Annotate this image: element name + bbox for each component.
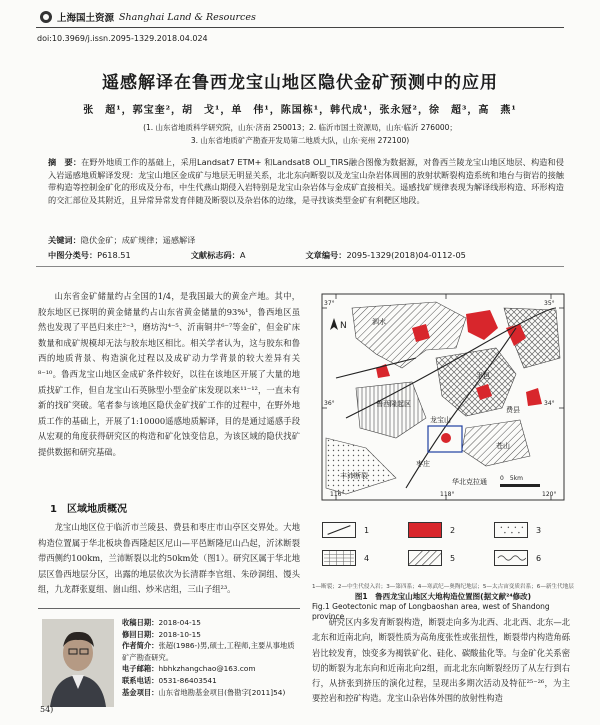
received-label: 收稿日期：	[122, 618, 159, 627]
clc-label: 中图分类号：	[48, 250, 98, 260]
legend-note: 1—断裂；2—中生代侵入岩；3—第四系；4—寒武纪—奥陶纪地层；5—太古宙变质岩系；6—新生代地层	[312, 584, 574, 590]
abstract-divider	[36, 266, 564, 267]
article-no-value: 2095-1329(2018)04-0112-05	[346, 250, 466, 260]
phone-value: 0531-86403541	[158, 675, 217, 685]
revised-label: 修回日期：	[122, 629, 159, 639]
lat-label: 37°	[324, 300, 335, 307]
place-label: 费县	[506, 406, 520, 414]
affiliation-line-1: (1. 山东省地质科学研究院，山东·济南 250013；2. 临沂市国土资源局，山东·临沂 276000；	[143, 123, 457, 132]
place-label: 苍山	[496, 442, 510, 450]
page-number: 54)	[40, 705, 54, 714]
intro-paragraph: 山东省金矿储量约占全国的1/4，是我国最大的黄金产地。其中，胶东地区已探明的黄金储量约占山东省黄金储量的93%¹，鲁西地区虽然也发现了平邑归来庄²⁻³，磨坊沟⁴⁻⁵、沂南铜井⁶⁻⁷等金矿，但金矿床数量和成矿规模却无法与胶东地区相比。相关学者认为，这与胶东和鲁西的地质背景、构造演化过程以及成矿动力学背景的较大差异有关⁸⁻¹⁰。鲁西龙宝山地区金成矿条件较好，以往在该地区开展了大量的地质找矿工作，但自龙宝山石英脉型小型金矿床发现以来¹¹⁻¹²，一直未有新的找矿突破。笔者参与该地区隐伏金矿找矿工作的过程中，在野外地质工作的基础上，开展了1:10000遥感地质解译，目的是通过遥感手段从宏观的角度获得研究区的构造和矿化蚀变信息，为该区域的隐伏找矿提供数据和研究基础。	[38, 291, 300, 457]
journal-logo-icon	[40, 11, 52, 23]
bio-label: 作者简介：	[122, 641, 159, 651]
section-1-paragraph: 龙宝山地区位于临沂市兰陵县、费县和枣庄市山亭区交界处。大地构造位置属于华北板块鲁西隆起区尼山—平邑断隆尼山凸起，沂沭断裂带西侧约100km，兰沛断裂以北约50km处（图1）。研究区属于华北地层区鲁西地层分区，出露的地层依次为长清群李官组、朱砂洞组、馒头组，九龙群张夏组、崮山组、炒米店组，三山子组²³。	[38, 522, 300, 595]
affiliation-line-2: 3. 山东省地质矿产勘查开发局第二地质大队，山东·兖州 272100)	[190, 136, 410, 145]
author-footnote	[38, 608, 300, 716]
legend-item	[408, 550, 455, 566]
bio-text: 张超(1986-)男,硕士,工程师,主要从事地质矿产勘查研究。	[122, 641, 295, 662]
lon-label: 120°	[542, 491, 557, 498]
phone-label: 联系电话：	[122, 675, 159, 685]
doi: doi:10.3969/j.issn.2095-1329.2018.04.024	[37, 34, 208, 43]
legend-num: 1	[364, 525, 370, 535]
lat-label: 36°	[324, 400, 335, 407]
legend-num: 2	[450, 525, 456, 535]
abstract-text: 在野外地质工作的基础上，采用Landsat7 ETM+ 和Landsat8 OLI_TIRS融合图像为数据源，对鲁西兰陵龙宝山地区地层、构造和侵入岩遥感地质解译发现：龙宝山地区金成矿与地层无明显关系，北北东向断裂以及龙宝山杂岩体周围的放射状断裂构造系统和地台与街岩的接触带构造等控制金矿化的形成及分布，中生代燕山期侵入岩特别是龙宝山杂岩体与金成矿直接相关。遥感找矿规律表现为解译线形构造、环形构造的交汇部位及其附近，且异常异常发育伴随及断裂以及杂岩体的边缘，是寻找该类型金矿有利靶区地段。	[48, 157, 564, 205]
geotectonic-map	[316, 288, 570, 506]
fund-label: 基金项目：	[122, 687, 159, 697]
place-label: 鲁西隆起区	[376, 400, 411, 408]
legend-num: 4	[364, 553, 370, 563]
section-1-heading: 1 区域地质概况	[50, 504, 127, 515]
place-label: 龙宝山	[430, 416, 451, 424]
north-label: N	[340, 321, 347, 331]
clc-value: P618.51	[97, 250, 131, 260]
author-list: 张 超¹，郭宝奎²，胡 戈¹，单 伟¹，陈国栋¹，韩代成¹，张永冠²，徐 超³，高 燕¹	[83, 105, 517, 116]
intro-section	[38, 289, 300, 461]
footnote-details	[122, 617, 300, 698]
place-label: 枣庄	[416, 460, 430, 468]
article-no-label: 文章编号：	[305, 250, 347, 260]
journal-header	[40, 10, 256, 24]
revised-date: 2018-10-15	[158, 629, 201, 639]
legend-item	[494, 550, 541, 566]
legend-item	[494, 522, 541, 538]
place-label: 平邑	[476, 372, 490, 380]
paper-title: 遥感解译在鲁西龙宝山地区隐伏金矿预测中的应用	[102, 73, 498, 93]
received-date: 2018-04-15	[158, 618, 201, 627]
lat-label: 34°	[544, 400, 555, 407]
place-label: 华北克拉通	[452, 478, 487, 486]
fund-value: 山东省地勘基金项目(鲁勘字[2011]54)	[158, 687, 286, 697]
right-column-text	[312, 615, 570, 707]
doc-code-value: A	[239, 250, 246, 260]
legend-num: 3	[536, 525, 542, 535]
scale-label: 0 5km	[500, 475, 523, 482]
author-photo	[42, 619, 114, 707]
abstract	[48, 156, 564, 206]
legend-num: 5	[450, 553, 456, 563]
lon-label: 116°	[330, 491, 345, 498]
keywords-label: 关键词：	[48, 235, 81, 245]
header-divider	[36, 27, 564, 28]
abstract-label: 摘 要：	[48, 157, 82, 167]
journal-name-cn: 上海国土资源	[57, 13, 115, 24]
legend-item	[408, 522, 455, 538]
legend-item	[322, 522, 369, 538]
email-value: hbhkzhangchao@163.com	[158, 664, 256, 674]
keywords	[48, 235, 564, 246]
legend-item	[322, 550, 369, 566]
map-legend	[316, 518, 570, 578]
journal-name-en: Shanghai Land & Resources	[119, 11, 256, 23]
right-paragraph: 研究区内多发育断裂构造，断裂走向多为北西、北北西、北东—北北东和近南北向，断裂性质为高角度张性或张扭性，断裂带内构造角砾岩比较发育，蚀变多为褐铁矿化、硅化、碳酸盐化等。与金矿化关系密切的断裂为北东向和近南北向2组，而北北东向断裂经历了从左行到右行，从挤张到挤压的演化过程，呈现出多期次活动及特征²⁵⁻²⁶，为主要控岩和控矿构造。龙宝山杂岩体外围的放射性构造	[312, 617, 570, 704]
classification-line	[48, 250, 564, 261]
lat-label: 35°	[544, 300, 555, 307]
keywords-text: 隐伏金矿；成矿规律；遥感解译	[80, 235, 196, 245]
doc-code-label: 文献标志码：	[190, 250, 240, 260]
place-label: 丰沛断裂	[340, 472, 368, 480]
place-label: 泗水	[372, 318, 386, 326]
figure-caption-cn: 图1 鲁西龙宝山地区大地构造位置图(据文献²⁴修改)	[354, 592, 532, 601]
figure-caption-en: Fig.1 Geotectonic map of Longbaoshan area, west of Shandong province	[312, 602, 550, 621]
lon-label: 118°	[440, 491, 455, 498]
legend-num: 6	[536, 553, 542, 563]
section-1-body	[38, 520, 300, 598]
email-label: 电子邮箱：	[122, 664, 159, 674]
